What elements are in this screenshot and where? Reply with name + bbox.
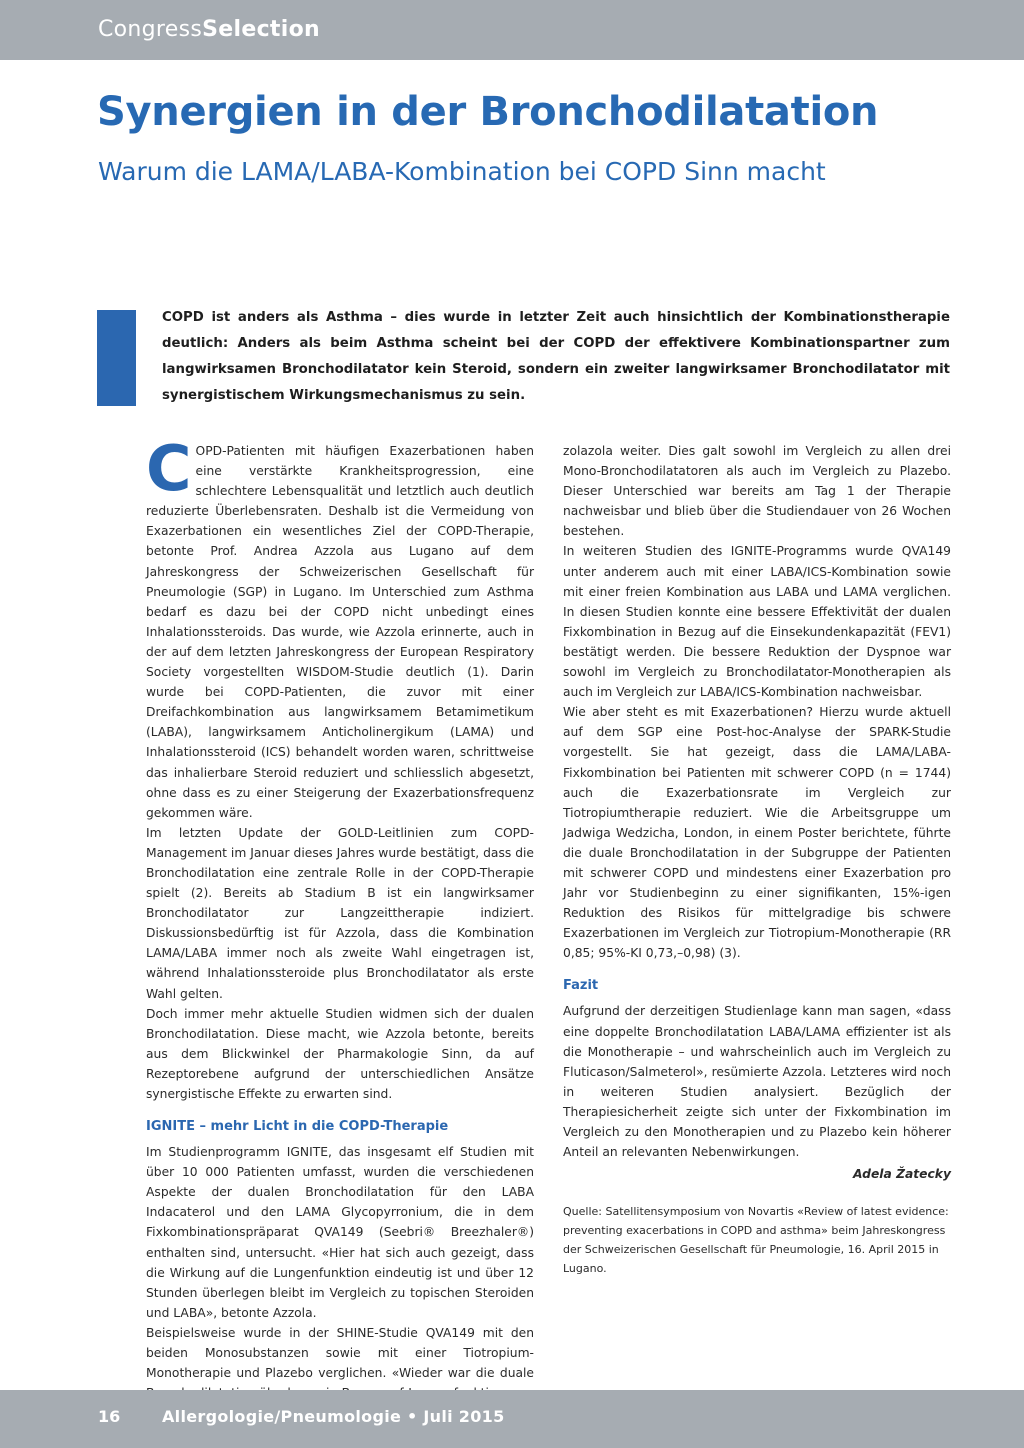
top-bar — [0, 0, 1024, 60]
paragraph-7: Wie aber steht es mit Exazerbationen? Hierzu wurde aktuell auf dem SGP eine Post-hoc-Analyse der SPARK-Studie vorgestellt. Sie hat gezeigt, dass die LAMA/LABA-Fixkombination bei Patienten mit schwerer COPD (n = 1744) auch die Exazerbationsrate im Vergleich zur Tiotropiumtherapie reduziert. Wie die Arbeitsgruppe um Jadwiga Wedzicha, London, in einem Poster berichtete, führte die duale Bronchodilatation in der Subgruppe der Patienten mit schwerer COPD und mindestens einer Exazerbation pro Jahr vor Studienbeginn zu einer signifikanten, 15%-igen Reduktion des Risikos für mittelgradige bis schwere Exazerbationen im Vergleich zur Tiotropium-Monotherapie (RR 0,85; 95%-KI 0,73,–0,98) (3). — [563, 705, 951, 961]
article-title: Synergien in der Bronchodilatation — [97, 89, 879, 135]
journal-info: Allergologie/Pneumologie • Juli 2015 — [162, 1407, 505, 1426]
paragraph-6: In weiteren Studien des IGNITE-Programms wurde QVA149 unter anderem auch mit einer LABA/ICS-Kombination sowie mit einer freien Kombination aus LABA und LAMA verglichen. In diesen Studien konnte eine bessere Effektivität der dualen Fixkombination in Bezug auf die Einsekundenkapazität (FEV1) bestätigt werden. Die bessere Reduktion der Dyspnoe war sowohl im Vergleich zu Bronchodilatator-Monotherapien als auch im Vergleich zur LABA/ICS-Kombination nachweisbar. — [563, 544, 951, 700]
article-subtitle: Warum die LAMA/LABA-Kombination bei COPD Sinn macht — [98, 157, 826, 186]
paragraph-8: Aufgrund der derzeitigen Studienlage kann man sagen, «dass eine doppelte Bronchodilatation LABA/LAMA effizienter ist als die Monotherapie – und wahrscheinlich auch im Vergleich zu Fluticason/Salmeterol», resümierte Azzola. Letzteres wird noch in weiteren Studien analysiert. Bezüglich der Therapiesicherheit zeigte sich unter der Fixkombination im Vergleich zu den Monotherapien und zu Plazebo kein höherer Anteil an relevanten Nebenwirkungen. — [563, 1004, 951, 1160]
column-right — [563, 441, 951, 1278]
brand-logo — [98, 17, 320, 42]
heading-ignite: IGNITE – mehr Licht in die COPD-Therapie — [146, 1119, 449, 1135]
column-left — [146, 432, 534, 1423]
author: Adela Žatecky — [853, 1167, 951, 1182]
paragraph-2: Im letzten Update der GOLD-Leitlinien zum COPD-Management im Januar dieses Jahres wurde bestätigt, dass die Bronchodilatation eine zentrale Rolle in der COPD-Therapie spielt (2). Bereits ab Stadium B ist ein langwirksamer Bronchodilatator zur Langzeittherapie indiziert. Diskussionsbedürftig ist für Azzola, dass die Kombination LAMA/LABA immer noch als zweite Wahl eingetragen ist, während Inhalationssteroide plus Bronchodilatator als erste Wahl gelten. — [146, 825, 534, 1001]
paragraph-3: Doch immer mehr aktuelle Studien widmen sich der dualen Bronchodilatation. Diese macht, wie Azzola betonte, bereits aus dem Blickwinkel der Pharmakologie Sinn, da auf Rezeptorebene aufgrund der unterschiedlichen Ansätze synergistische Effekte zu erwarten sind. — [146, 1006, 534, 1101]
paragraph-1-text: OPD-Patienten mit häufigen Exazerbationen haben eine verstärkte Krankheitsprogression, eine schlechtere Lebensqualität und letztlich auch deutlich reduzierte Überlebensraten. Deshalb ist die Vermeidung von Exazerbationen ein wesentliches Ziel der COPD-Therapie, betonte Prof. Andrea Azzola aus Lugano auf dem Jahreskongress der Schweizerischen Gesellschaft für Pneumologie (SGP) in Lugano. Im Unterschied zum Asthma bedarf es dazu bei der COPD nicht unbedingt eines Inhalationssteroids. Das wurde, wie Azzola erinnerte, auch in der auf dem letzten Jahreskongress der European Respiratory Society vorgestellten WISDOM-Studie deutlich (1). Darin wurde bei COPD-Patienten, die zuvor mit einer Dreifachkombination aus langwirksamem Betamimetikum (LABA), langwirksamem Anticholinergikum (LAMA) und Inhalationssteroid (ICS) behandelt worden waren, schrittweise das inhalierbare Steroid reduziert und schliesslich abgesetzt, ohne dass es zu einer Steigerung der Exazerbationsfrequenz gekommen wäre. — [146, 444, 534, 820]
lead-accent-bar — [97, 310, 136, 406]
brand-bold: Selection — [202, 17, 320, 42]
brand-light: Congress — [98, 17, 203, 42]
paragraph-1 — [146, 432, 534, 823]
footer-bar — [0, 1390, 1024, 1448]
paragraph-5: Beispielsweise wurde in der SHINE-Studie QVA149 mit den beiden Monosubstanzen sowie mit einer Tiotropium-Monotherapie und Plazebo verglichen. «Wieder war die duale — [146, 1325, 534, 1381]
heading-fazit: Fazit — [563, 978, 599, 994]
page-number: 16 — [98, 1407, 121, 1426]
paragraph-5-continued: zolazola weiter. Dies galt sowohl im Vergleich zu allen drei Mono-Bronchodilatatoren als auch im Vergleich zu Plazebo. Dieser Unterschied war bereits am Tag 1 der Therapie nachweisbar und blieb über die Studiendauer von 26 Wochen bestehen. — [563, 444, 951, 539]
source-note: Quelle: Satellitensymposium von Novartis «Review of latest evidence: preventing exacerbations in COPD and asthma» beim Jahreskongress der Schweizerischen Gesellschaft für Pneumologie, 16. April 2015 in Lugano. — [563, 1205, 949, 1276]
paragraph-4: Im Studienprogramm IGNITE, das insgesamt elf Studien mit über 10 000 Patienten umfasst, wurden die verschiedenen Aspekte der dualen Bronchodilatation für den LABA Indacaterol und den LAMA Glycopyrronium, die in dem Fixkombinationspräparat QVA149 (Seebri® Breezhaler®) enthalten sind, untersucht. «Hier hat sich auch gezeigt, dass die Wirkung auf die Lungenfunktion eindeutig ist und über 12 Stunden überlegen bleibt im Vergleich zu topischen Steroiden und LABA», betonte Azzola. — [146, 1145, 534, 1320]
drop-cap: C — [146, 432, 192, 505]
lead-paragraph: COPD ist anders als Asthma – dies wurde in letzter Zeit auch hinsichtlich der Kombinationstherapie deutlich: Anders als beim Asthma scheint bei der COPD der effektivere Kombinationspartner zum langwirksamen Bronchodilatator kein Steroid, sondern ein zweiter langwirksamer Bronchodilatator mit synergistischem Wirkungsmechanismus zu sein. — [162, 310, 950, 403]
